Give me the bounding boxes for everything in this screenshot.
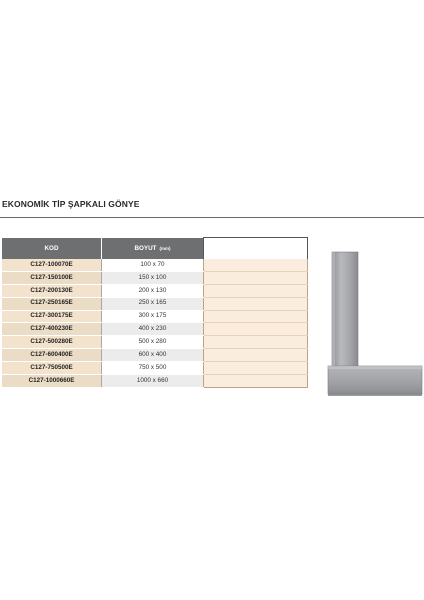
table-row [2,362,308,375]
row-fiyat [204,310,308,323]
table-header-row [2,238,308,260]
table-row [2,284,308,297]
table-row [2,323,308,336]
row-kod: C127-1000660E [2,375,102,388]
row-fiyat [204,259,308,271]
title-underline [0,217,424,218]
row-boyut: 600 x 400 [102,349,204,362]
price-table [2,237,308,388]
row-fiyat [204,297,308,310]
row-boyut: 200 x 130 [102,284,204,297]
row-fiyat [204,349,308,362]
row-boyut: 750 x 500 [102,362,204,375]
row-boyut: 1000 x 660 [102,375,204,388]
row-kod: C127-750500E [2,362,102,375]
row-boyut: 300 x 175 [102,310,204,323]
row-kod: C127-600400E [2,349,102,362]
row-kod: C127-500280E [2,336,102,349]
row-boyut: 150 x 100 [102,271,204,284]
row-kod: C127-150100E [2,271,102,284]
table-row [2,297,308,310]
row-kod: C127-250165E [2,297,102,310]
row-fiyat [204,375,308,388]
header-boyut-label: BOYUT [134,244,157,252]
table-row [2,259,308,271]
row-boyut: 100 x 70 [102,259,204,271]
header-fiyat: FİYAT USD [204,238,308,260]
row-kod: C127-200130E [2,284,102,297]
row-fiyat [204,323,308,336]
header-boyut-unit: (mm) [159,245,171,251]
table-row [2,375,308,388]
row-boyut: 250 x 165 [102,297,204,310]
table-row [2,349,308,362]
row-fiyat [204,284,308,297]
table-row [2,271,308,284]
steel-square-icon [326,250,424,410]
row-kod: C127-300175E [2,310,102,323]
row-fiyat [204,336,308,349]
header-boyut [102,238,204,260]
table-row [2,336,308,349]
row-fiyat [204,271,308,284]
row-boyut: 400 x 230 [102,323,204,336]
header-kod: KOD [2,238,102,260]
product-image [326,250,424,410]
row-boyut: 500 x 280 [102,336,204,349]
row-kod: C127-100070E [2,259,102,271]
row-kod: C127-400230E [2,323,102,336]
row-fiyat [204,362,308,375]
page-title: EKONOMİK TİP ŞAPKALI GÖNYE [2,199,140,209]
table-row [2,310,308,323]
